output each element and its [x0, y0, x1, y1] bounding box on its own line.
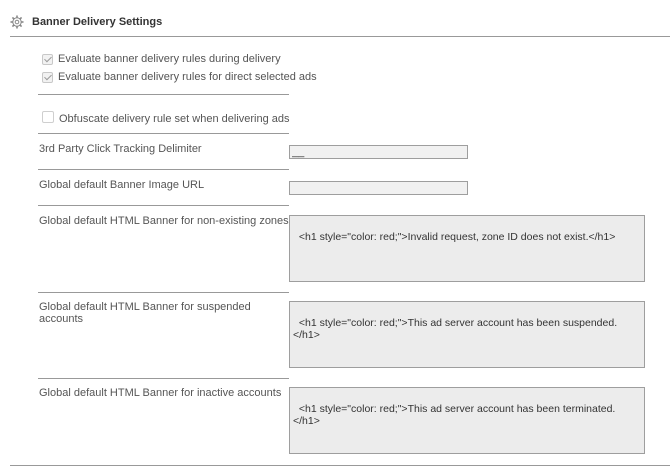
- evaluate-rules-row[interactable]: [42, 53, 281, 65]
- suspended-textarea[interactable]: [289, 301, 645, 368]
- evaluate-rules-checkbox[interactable]: [42, 54, 53, 65]
- resize-handle-icon[interactable]: [635, 444, 643, 452]
- click-delimiter-input[interactable]: [289, 145, 468, 159]
- header-divider: [10, 36, 670, 37]
- section-bottom-divider: [10, 465, 670, 466]
- resize-handle-icon[interactable]: [635, 358, 643, 366]
- image-url-input[interactable]: [289, 181, 468, 195]
- resize-handle-icon[interactable]: [635, 272, 643, 280]
- suspended-label: Global default HTML Banner for suspended accounts: [39, 301, 251, 325]
- obfuscate-label: Obfuscate delivery rule set when delivering ads: [59, 113, 290, 125]
- evaluate-rules-direct-label: Evaluate banner delivery rules for direct selected ads: [58, 71, 317, 83]
- divider: [38, 133, 289, 134]
- evaluate-rules-label: Evaluate banner delivery rules during delivery: [58, 53, 281, 65]
- click-delimiter-label: 3rd Party Click Tracking Delimiter: [39, 143, 202, 155]
- section-header: [10, 13, 162, 31]
- divider: [38, 205, 289, 206]
- evaluate-rules-direct-row[interactable]: [42, 71, 317, 83]
- suspended-value: <h1 style="color: red;">This ad server account has been suspended.</h1>: [293, 317, 618, 341]
- divider: [38, 292, 289, 293]
- obfuscate-row[interactable]: [42, 109, 290, 125]
- section-title: Banner Delivery Settings: [32, 16, 163, 28]
- divider: [38, 169, 289, 170]
- divider: [38, 378, 289, 379]
- gear-icon: [10, 15, 24, 29]
- evaluate-rules-direct-checkbox[interactable]: [42, 72, 53, 83]
- obfuscate-checkbox[interactable]: [42, 111, 54, 123]
- image-url-label: Global default Banner Image URL: [39, 179, 205, 191]
- inactive-textarea[interactable]: [289, 387, 645, 454]
- nonexisting-zones-textarea[interactable]: [289, 215, 645, 282]
- divider: [38, 94, 289, 95]
- nonexisting-zones-value: <h1 style="color: red;">Invalid request, zone ID does not exist.</h1>: [298, 231, 616, 243]
- nonexisting-zones-label: Global default HTML Banner for non-existing zones: [39, 215, 289, 227]
- inactive-label: Global default HTML Banner for inactive accounts: [39, 387, 282, 399]
- inactive-value: <h1 style="color: red;">This ad server account has been terminated.</h1>: [293, 403, 616, 427]
